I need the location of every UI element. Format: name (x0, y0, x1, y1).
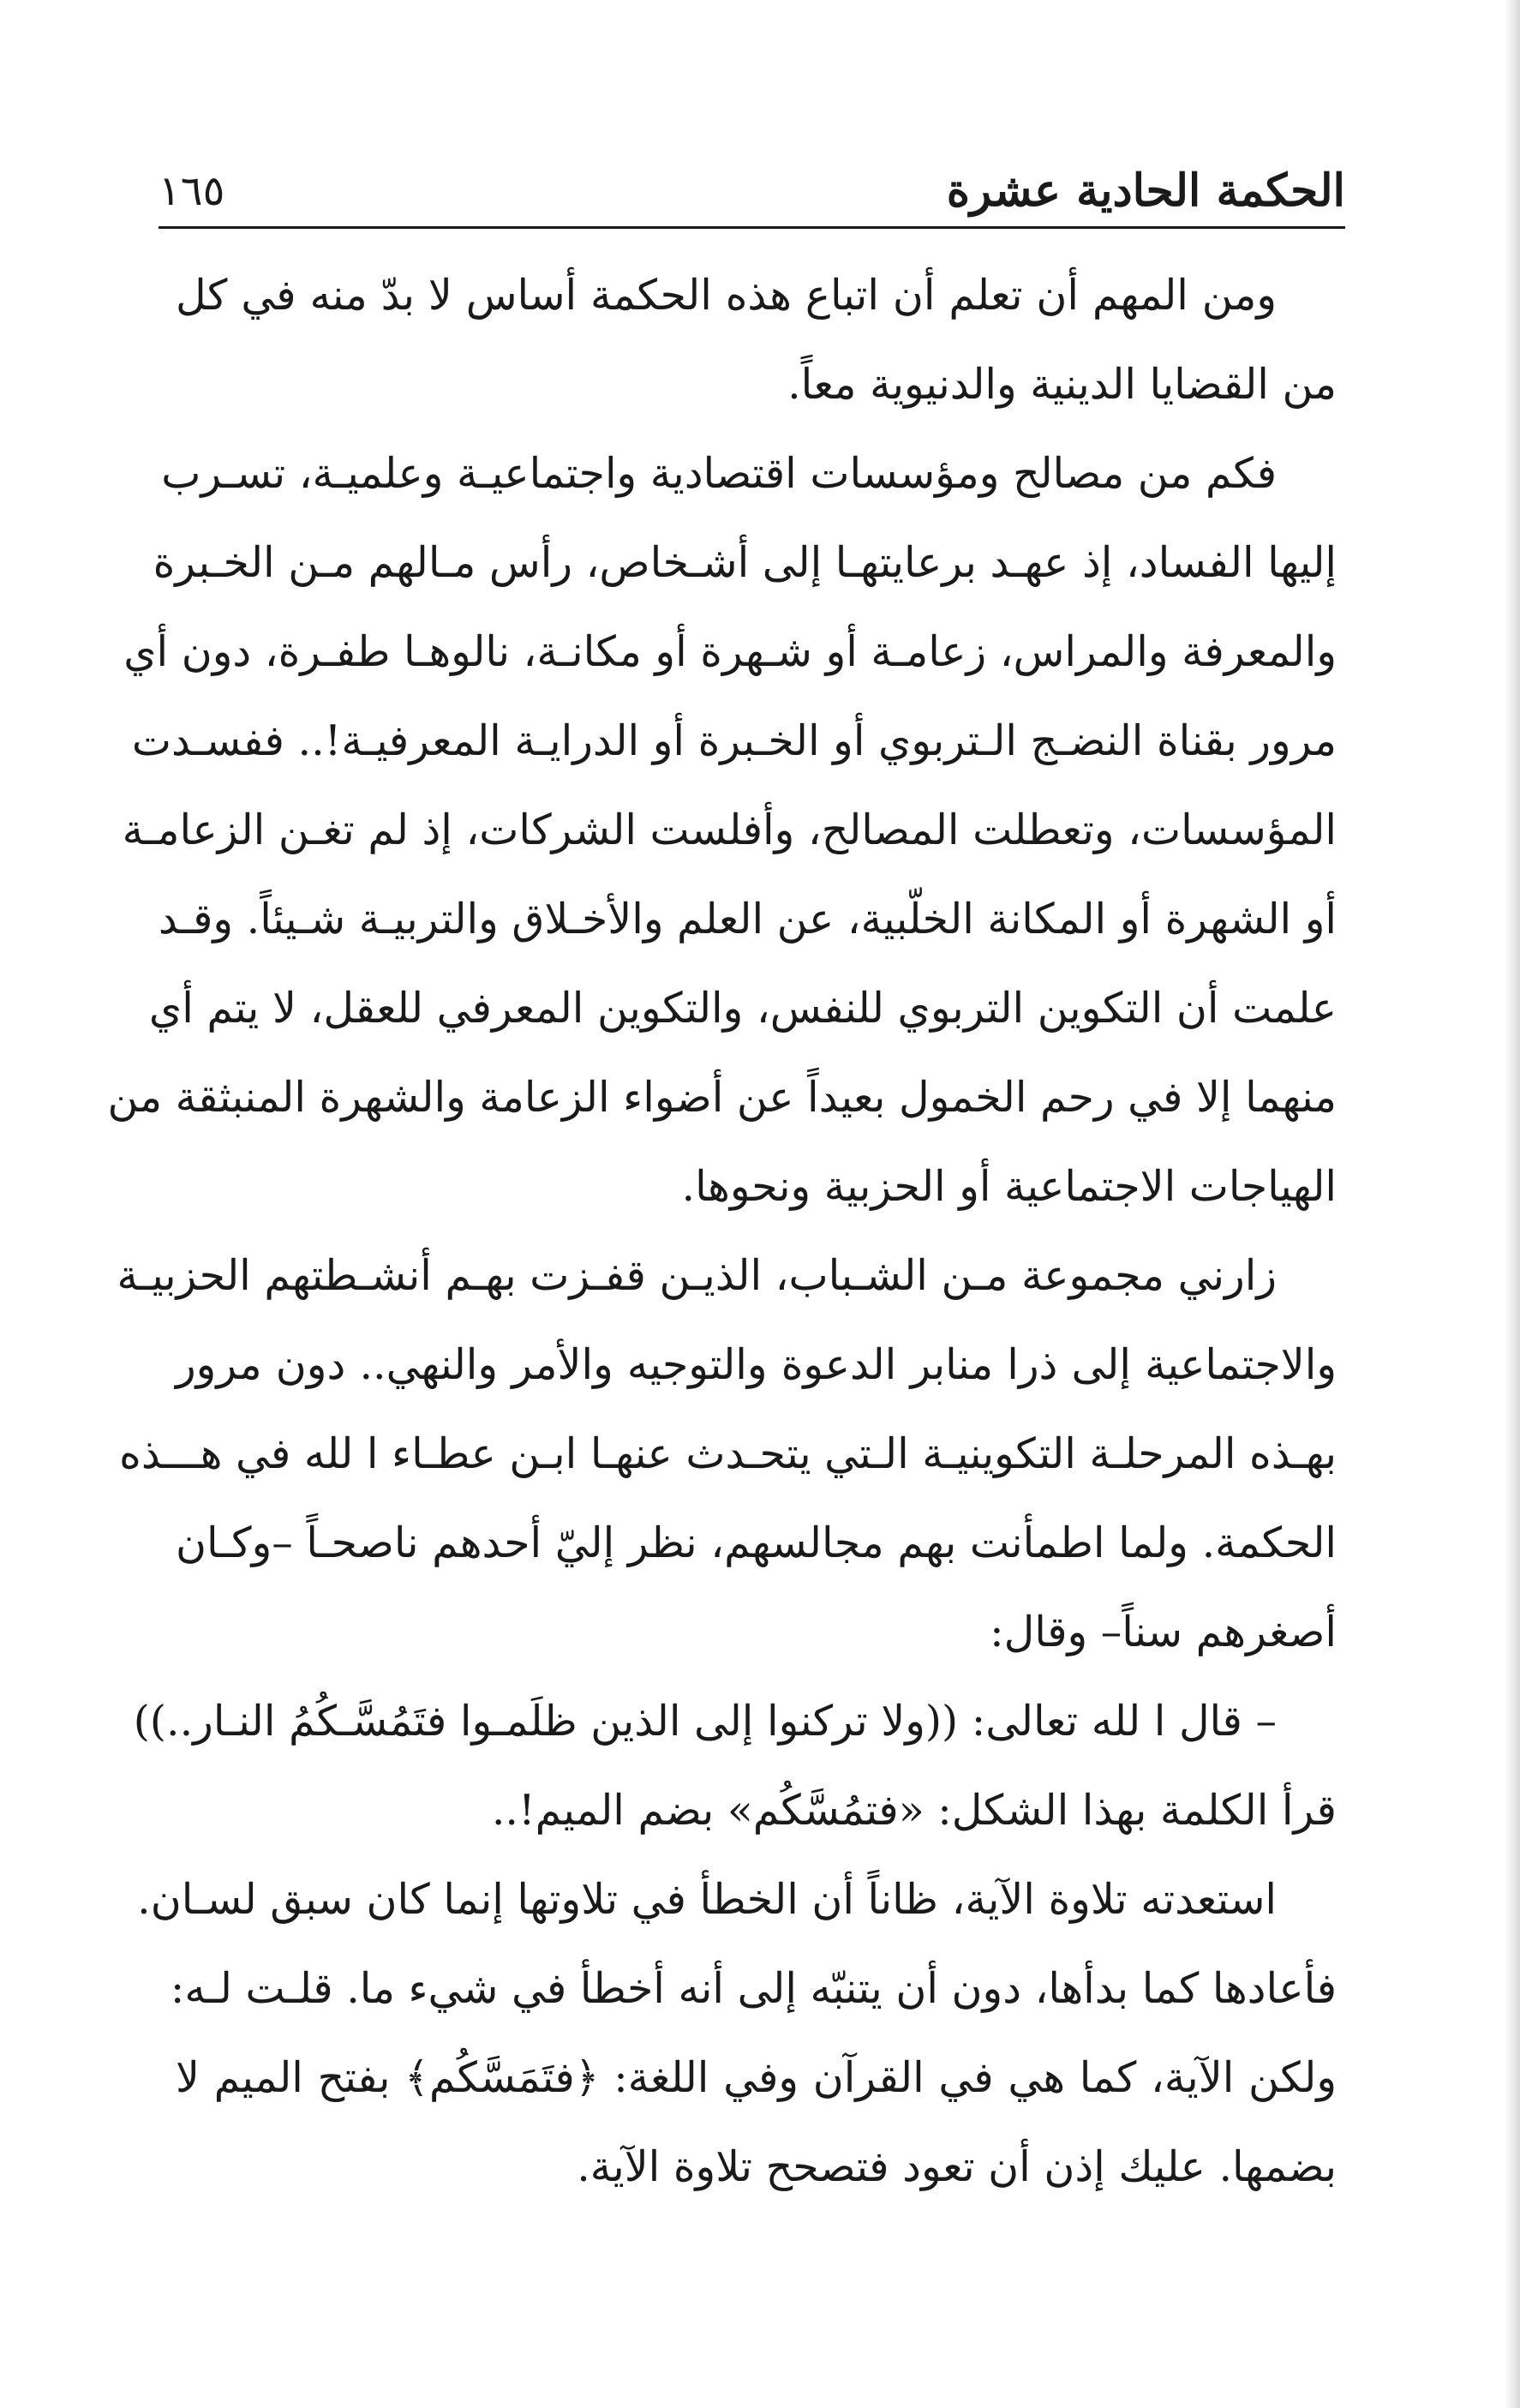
running-header (159, 161, 1345, 221)
page-body (107, 251, 1337, 2212)
text-line: فأعادها كما بدأها، دون أن يتنبّه إلى أنه أخطأ في شيء ما. قلـت لـه: (170, 1964, 1337, 2013)
text-line: أصغرهم سناً– وقال: (990, 1608, 1337, 1656)
paragraph (137, 1855, 1337, 2212)
text-line: ومن المهم أن تعلم أن اتباع هذه الحكمة أساس لا بدّ منه في كل (176, 271, 1277, 320)
text-line: الحكمة. ولما اطمأنت بهم مجالسهم، نظر إليّ أحدهم ناصحـاً –وكـان (176, 1518, 1337, 1567)
paragraph (176, 251, 1337, 429)
text-line: المؤسسات، وتعطلت المصالح، وأفلست الشركات، إذ لم تغـن الزعامـة (122, 806, 1337, 854)
paragraph (117, 1231, 1337, 1677)
text-line: أو الشهرة أو المكانة الخلّبية، عن العلم والأخـلاق والتربيـة شـيئاً. وقـد (158, 895, 1337, 943)
text-line: والمعرفة والمراس، زعامـة أو شـهرة أو مكانـة، نالوهـا طفـرة، دون أي (123, 627, 1337, 676)
text-line: بهـذه المرحلـة التكوينيـة الـتي يتحـدث عنهـا ابـن عطـاء ا لله في هـــذه (119, 1429, 1337, 1478)
text-line: ولكن الآية، كما هي في القرآن وفي اللغة: ﴿فتَمَسَّكُم﴾ بفتح الميم لا (176, 2053, 1337, 2102)
chapter-title: الحكمة الحادية عشرة (946, 165, 1345, 217)
text-line: زارني مجموعة مـن الشـباب، الذيـن قفـزت بهـم أنشـطتهم الحزبيـة (117, 1251, 1277, 1300)
text-line: الهياجات الاجتماعية أو الحزبية ونحوها. (681, 1162, 1337, 1211)
text-line: بضمها. عليك إذن أن تعود فتصحح تلاوة الآية. (577, 2142, 1337, 2191)
paragraph (133, 1677, 1337, 1855)
text-line: فكم من مصالح ومؤسسات اقتصادية واجتماعيـة وعلميـة، تسـرب (161, 449, 1277, 498)
text-line: استعدته تلاوة الآية، ظاناً أن الخطأ في تلاوتها إنما كان سبق لسـان. (137, 1875, 1277, 1924)
text-line: – قال ا لله تعالى: ((ولا تركنوا إلى الذين ظلَمـوا فتَمُسَّـكُمُ النـار..)) (133, 1697, 1277, 1746)
scan-edge-shadow (1505, 0, 1520, 2408)
text-line: إليها الفساد، إذ عهـد برعايتهـا إلى أشـخاص، رأس مـالهم مـن الخـبرة (153, 538, 1337, 587)
text-line: من القضايا الدينية والدنيوية معاً. (787, 360, 1337, 409)
text-line: علمت أن التكوين التربوي للنفس، والتكوين المعرفي للعقل، لا يتم أي (148, 984, 1337, 1033)
text-line: قرأ الكلمة بهذا الشكل: «فتمُسَّكُم» بضم الميم!.. (491, 1786, 1337, 1835)
text-line: منهما إلا في رحم الخمول بعيداً عن أضواء الزعامة والشهرة المنبثقة من (107, 1073, 1337, 1122)
header-divider (159, 226, 1345, 229)
paragraph (107, 429, 1337, 1231)
page-number: ١٦٥ (159, 167, 225, 215)
text-line: والاجتماعية إلى ذرا منابر الدعوة والتوجيه والأمر والنهي.. دون مرور (176, 1340, 1337, 1389)
text-line: مرور بقناة النضـج الـتربوي أو الخـبرة أو الدرايـة المعرفيـة!.. ففسـدت (131, 716, 1337, 765)
